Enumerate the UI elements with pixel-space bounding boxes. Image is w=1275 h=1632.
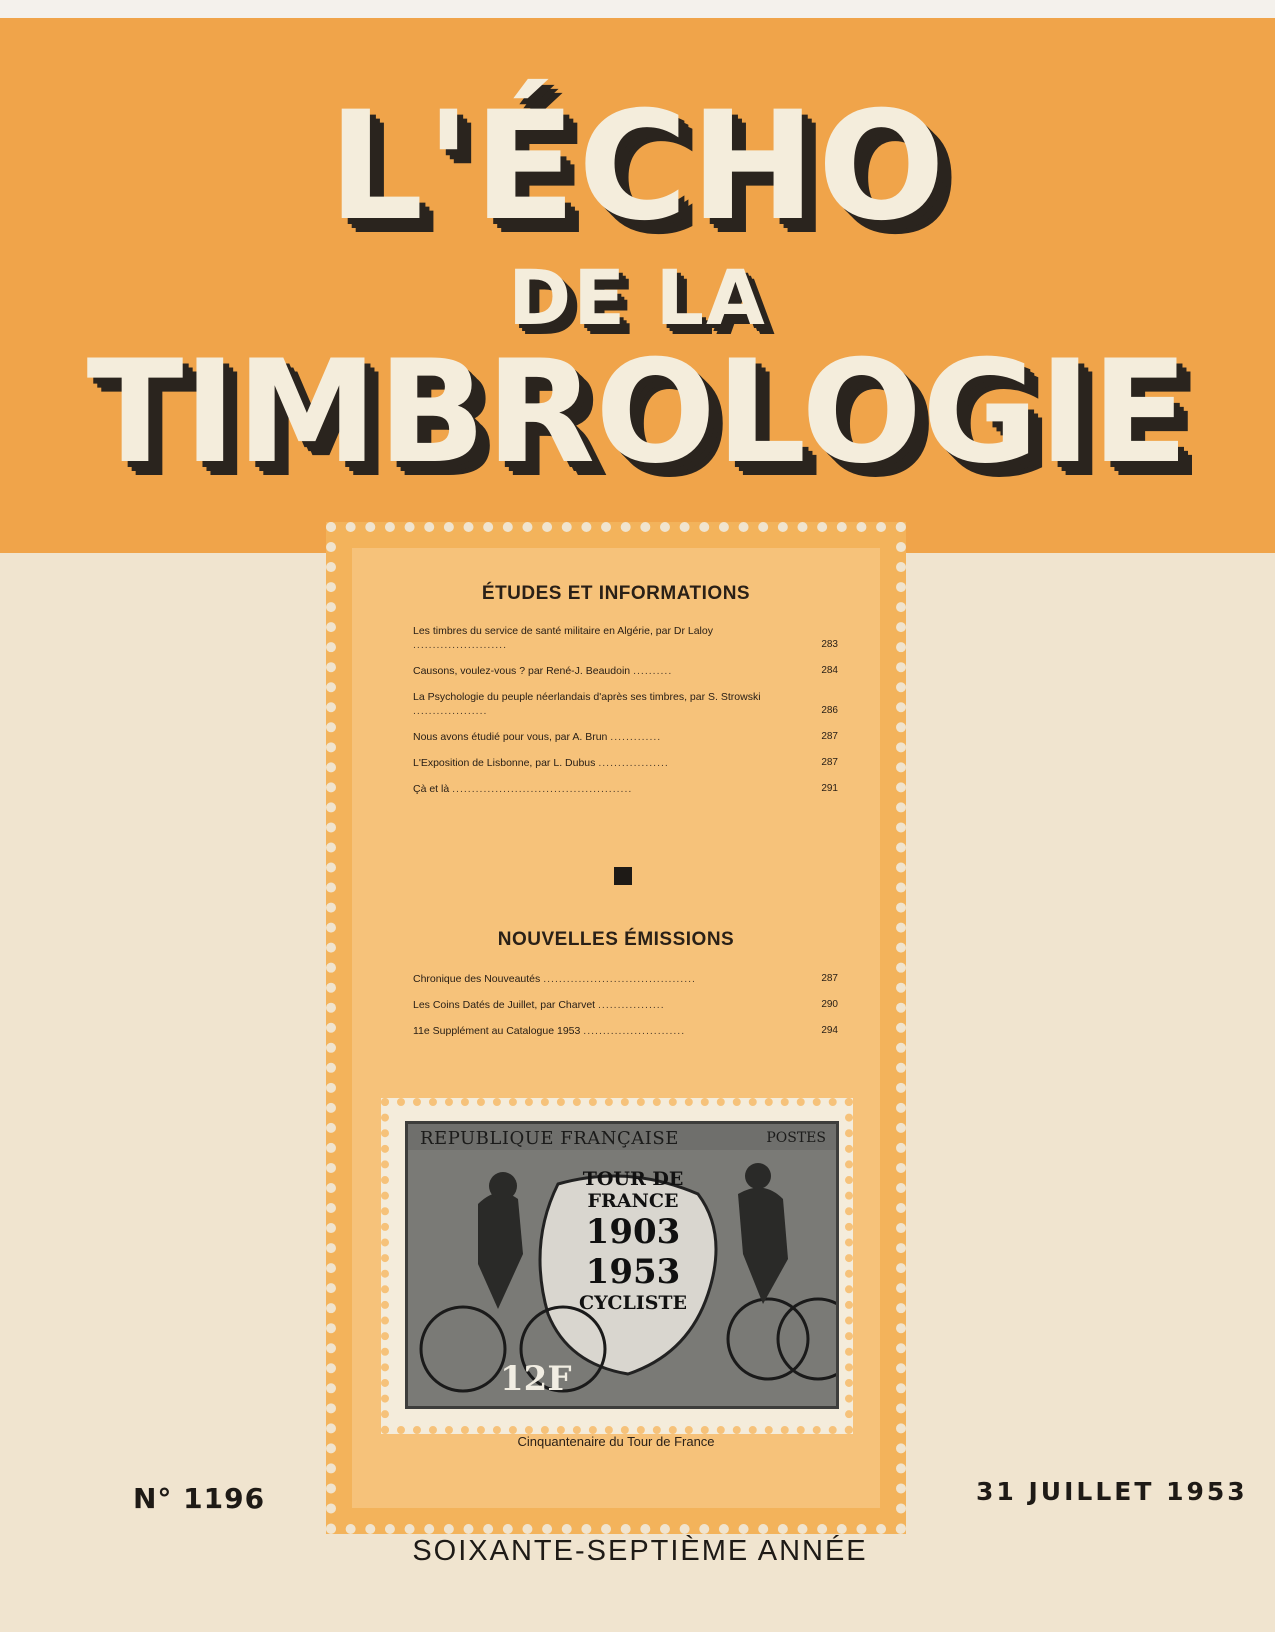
toc-entry[interactable] — [413, 1024, 838, 1038]
toc-page-number: 286 — [821, 705, 838, 716]
masthead-line-de-la: DE LA — [508, 253, 767, 342]
section-title-studies: ÉTUDES ET INFORMATIONS — [481, 583, 751, 604]
stamp-face-value: 12F — [500, 1359, 572, 1399]
toc-entry[interactable] — [413, 690, 838, 718]
masthead-line-echo: L'ÉCHO — [327, 80, 948, 254]
toc-entry-text: L'Exposition de Lisbonne, par L. Dubus — [413, 757, 596, 769]
toc-entry-text: Causons, voulez-vous ? par René-J. Beaudoin — [413, 665, 631, 677]
toc-entry-text: 11e Supplément au Catalogue 1953 — [413, 1025, 581, 1037]
toc-page-number: 284 — [821, 665, 838, 676]
masthead-line-timbrologie: TIMBROLOGIE — [86, 330, 1189, 495]
leader-dots: .............................................. — [452, 783, 633, 795]
toc-list-studies — [413, 624, 838, 808]
toc-page-number: 294 — [821, 1025, 838, 1036]
toc-entry[interactable] — [413, 624, 838, 652]
toc-entry-text: Les timbres du service de santé militaire en Algérie, par Dr Laloy — [413, 625, 713, 637]
toc-entry[interactable] — [413, 782, 838, 796]
leader-dots: ....................................... — [543, 973, 696, 985]
tour-de-france-stamp — [405, 1121, 839, 1409]
toc-entry-text: Chronique des Nouveautés — [413, 973, 541, 985]
toc-page-number: 291 — [821, 783, 838, 794]
stamp-postes-text: POSTES — [766, 1130, 826, 1146]
toc-page-number: 287 — [821, 973, 838, 984]
toc-entry-text: Çà et là — [413, 783, 450, 795]
leader-dots: ................... — [413, 705, 488, 717]
masthead — [0, 0, 1275, 560]
toc-page-number: 287 — [821, 731, 838, 742]
stamp-center-legend — [558, 1168, 708, 1348]
toc-entry[interactable] — [413, 664, 838, 678]
toc-entry[interactable] — [413, 972, 838, 986]
leader-dots: ................. — [598, 999, 665, 1011]
stamp-year-start: 1903 — [585, 1212, 681, 1252]
stamp-year-end: 1953 — [585, 1252, 681, 1292]
leader-dots: .......... — [633, 665, 673, 677]
stamp-country-text: REPUBLIQUE FRANÇAISE — [420, 1128, 679, 1149]
issue-number: N° 1196 — [133, 1482, 266, 1515]
toc-entry-text: La Psychologie du peuple néerlandais d'après ses timbres, par S. Strowski — [413, 691, 761, 703]
leader-dots: ........................ — [413, 639, 508, 651]
section-title-new-issues: NOUVELLES ÉMISSIONS — [497, 929, 735, 950]
toc-entry[interactable] — [413, 756, 838, 770]
toc-list-new-issues — [413, 972, 838, 1050]
stamp-caption: Cinquantenaire du Tour de France — [517, 1434, 715, 1449]
publication-year-label: SOIXANTE-SEPTIÈME ANNÉE — [412, 1535, 868, 1567]
issue-date: 31 JUILLET 1953 — [976, 1477, 1248, 1506]
leader-dots: .......................... — [583, 1025, 686, 1037]
section-divider-square — [614, 867, 632, 885]
toc-page-number: 283 — [821, 639, 838, 650]
toc-entry-text: Nous avons étudié pour vous, par A. Brun — [413, 731, 608, 743]
toc-entry[interactable] — [413, 998, 838, 1012]
leader-dots: ............. — [610, 731, 662, 743]
leader-dots: .................. — [598, 757, 669, 769]
stamp-ring-text-top: TOUR DE FRANCE — [582, 1168, 684, 1212]
toc-page-number: 290 — [821, 999, 838, 1010]
toc-entry-text: Les Coins Datés de Juillet, par Charvet — [413, 999, 596, 1011]
toc-page-number: 287 — [821, 757, 838, 768]
toc-entry[interactable] — [413, 730, 838, 744]
stamp-ring-text-side: CYCLISTE — [578, 1292, 688, 1314]
